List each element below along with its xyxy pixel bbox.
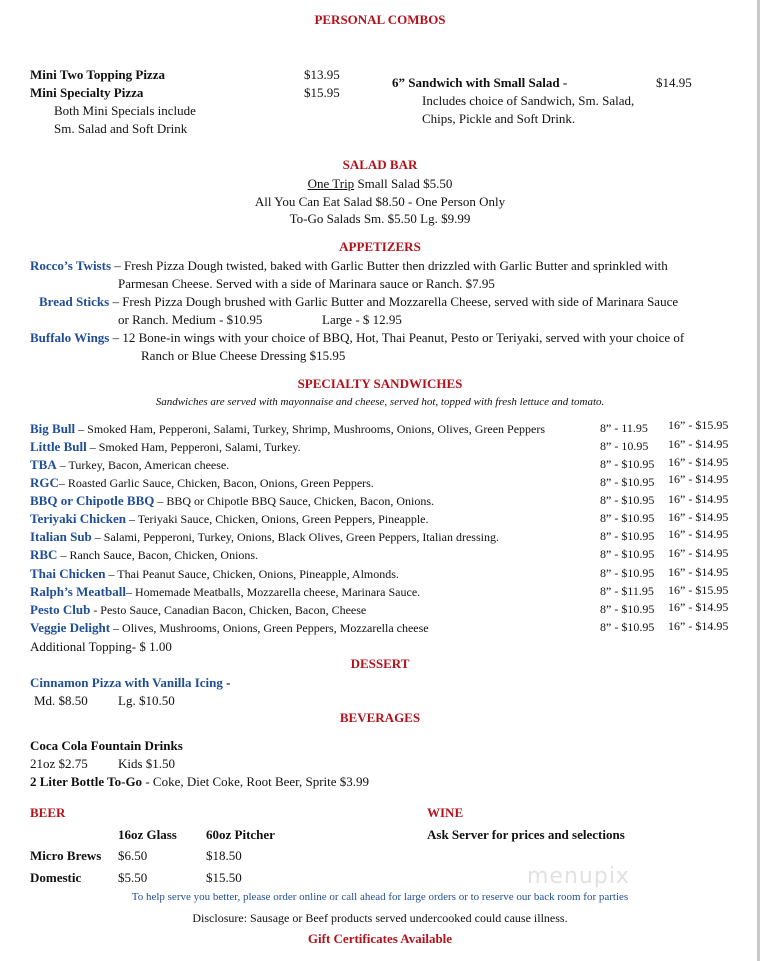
salad-line-1-rest: Small Salad $5.50	[354, 176, 453, 191]
dessert-lg: Lg. $10.50	[118, 693, 175, 708]
sandwich-name: RGC	[30, 475, 59, 490]
sandwich-price-8in: 8” - $10.95	[600, 457, 655, 471]
sandwich-row	[30, 457, 229, 473]
two-liter	[30, 774, 369, 790]
sandwich-name: Thai Chicken	[30, 566, 106, 581]
gift-certificates: Gift Certificates Available	[307, 931, 453, 946]
wine-note: Ask Server for prices and selections	[427, 827, 625, 842]
combos-heading: PERSONAL COMBOS	[314, 12, 446, 27]
sandwich-price-16in: 16” - $14.95	[668, 472, 729, 486]
sandwich-row	[30, 602, 366, 618]
sandwich-price-16in: 16” - $14.95	[668, 527, 729, 541]
wings-desc: – 12 Bone-in wings with your choice of BBQ, Hot, Thai Peanut, Pesto or Teriyaki, served with your choice of	[109, 330, 685, 345]
sticks-desc-2: or Ranch. Medium - $10.95	[118, 312, 263, 327]
sandwich-desc: – Turkey, Bacon, American cheese.	[56, 458, 230, 472]
sandwich-row	[30, 547, 258, 563]
sandwich-price-8in: 8” - $10.95	[600, 493, 655, 507]
dessert-name: Cinnamon Pizza with Vanilla Icing	[30, 675, 223, 690]
sandwich-row	[30, 511, 428, 527]
sandwich-note-2: Chips, Pickle and Soft Drink.	[422, 111, 576, 126]
sandwich-desc: – Ranch Sauce, Bacon, Chicken, Onions.	[57, 548, 259, 562]
sandwich-price-16in: 16” - $14.95	[668, 600, 729, 614]
sandwich-desc: – Thai Peanut Sauce, Chicken, Onions, Pineapple, Almonds.	[105, 567, 399, 581]
sandwich-price-16in: 16” - $14.95	[668, 455, 729, 469]
disclosure: Disclosure: Sausage or Beef products served undercooked could cause illness.	[192, 911, 568, 925]
sticks-large: Large - $ 12.95	[322, 312, 402, 327]
sandwich-name: TBA	[30, 457, 57, 472]
dessert-heading: DESSERT	[350, 656, 410, 671]
sandwich-price-16in: 16” - $14.95	[668, 619, 729, 633]
appetizer-wings	[30, 330, 684, 346]
beer-row-pitcher: $15.50	[206, 870, 242, 885]
beer-row-name: Micro Brews	[30, 848, 102, 863]
sandwich-price-8in: 8” - $10.95	[600, 511, 655, 525]
sandwiches-note: Sandwiches are served with mayonnaise and cheese, served hot, topped with fresh lettuce and tomato.	[155, 396, 605, 408]
sandwich-name: RBC	[30, 547, 58, 562]
sandwich-row	[30, 493, 434, 509]
sandwich-note-1: Includes choice of Sandwich, Sm. Salad,	[422, 93, 635, 108]
sandwich-price-16in: 16” - $14.95	[668, 510, 729, 524]
sandwich-name: Teriyaki Chicken	[30, 511, 126, 526]
sandwich-name: BBQ or Chipotle BBQ	[30, 493, 155, 508]
two-liter-desc: - Coke, Diet Coke, Root Beer, Sprite $3.99	[142, 774, 370, 789]
sandwich-price-8in: 8” - $10.95	[600, 602, 655, 616]
beverages-heading: BEVERAGES	[339, 710, 421, 725]
one-trip-label: One Trip	[307, 176, 355, 191]
twists-desc-2: Parmesan Cheese. Served with a side of Marinara sauce or Ranch. $7.95	[118, 276, 495, 291]
sandwich-name: Big Bull	[30, 421, 76, 436]
watermark-logo: menupix	[527, 864, 630, 889]
wings-desc-2: Ranch or Blue Cheese Dressing $15.95	[141, 348, 346, 363]
sandwich-price-16in: 16” - $14.95	[668, 546, 729, 560]
sandwich-name: Veggie Delight	[30, 620, 111, 635]
additional-topping: Additional Topping- $ 1.00	[30, 639, 172, 654]
mini-two-name: Mini Two Topping Pizza	[30, 67, 165, 82]
sandwich-price-16in: 16” - $14.95	[668, 492, 729, 506]
salad-line-2: All You Can Eat Salad $8.50 - One Person Only	[254, 194, 506, 209]
fountain-drinks: Coca Cola Fountain Drinks	[30, 738, 183, 753]
sandwich-combo-price: $14.95	[656, 75, 692, 90]
sandwich-row	[30, 439, 301, 455]
sandwich-price-16in: 16” - $15.95	[668, 418, 729, 432]
appetizer-twists	[30, 258, 668, 274]
sandwich-price-16in: 16” - $14.95	[668, 565, 729, 579]
sandwich-price-8in: 8” - $10.95	[600, 547, 655, 561]
mini-note-2: Sm. Salad and Soft Drink	[54, 121, 188, 136]
sandwich-row	[30, 566, 399, 582]
two-liter-name: 2 Liter Bottle To-Go	[30, 774, 143, 789]
beer-col-glass: 16oz Glass	[118, 827, 177, 842]
fountain-21oz: 21oz $2.75	[30, 756, 88, 771]
sandwich-desc: – Smoked Ham, Pepperoni, Salami, Turkey.	[86, 440, 301, 454]
salad-line-1	[0, 176, 760, 192]
dessert-item	[30, 675, 230, 691]
serve-note: To help serve you better, please order online or call ahead for large orders or to reserve our back room for parties	[131, 891, 629, 903]
wings-name: Buffalo Wings	[30, 330, 110, 345]
sandwiches-heading: SPECIALTY SANDWICHES	[297, 376, 463, 391]
sandwich-price-16in: 16” - $15.95	[668, 583, 729, 597]
sandwich-desc: - Pesto Sauce, Canadian Bacon, Chicken, Bacon, Cheese	[90, 603, 367, 617]
twists-name: Rocco’s Twists	[30, 258, 112, 273]
sandwich-name: Italian Sub	[30, 529, 92, 544]
mini-specialty-name: Mini Specialty Pizza	[30, 85, 144, 100]
sandwich-desc: – Roasted Garlic Sauce, Chicken, Bacon, Onions, Green Peppers.	[58, 476, 374, 490]
sandwich-price-8in: 8” - 11.95	[600, 421, 648, 435]
sandwich-price-8in: 8” - $10.95	[600, 566, 655, 580]
sandwich-desc: – Homemade Meatballs, Mozzarella cheese, Marinara Sauce.	[125, 585, 421, 599]
sandwich-price-8in: 8” - 10.95	[600, 439, 649, 453]
sticks-name: Bread Sticks	[39, 294, 110, 309]
sandwich-desc: – BBQ or Chipotle BBQ Sauce, Chicken, Bacon, Onions.	[154, 494, 435, 508]
dessert-md: Md. $8.50	[34, 693, 88, 708]
appetizers-heading: APPETIZERS	[339, 239, 421, 254]
sandwich-row	[30, 529, 499, 545]
sandwich-name: Little Bull	[30, 439, 87, 454]
sticks-desc: – Fresh Pizza Dough brushed with Garlic Butter and Mozzarella Cheese, served with side of Marinara Sauce	[109, 294, 679, 309]
appetizer-sticks	[39, 294, 678, 310]
beer-col-pitcher: 60oz Pitcher	[206, 827, 275, 842]
sandwich-row	[30, 475, 374, 491]
sandwich-desc: – Smoked Ham, Pepperoni, Salami, Turkey, Shrimp, Mushrooms, Onions, Olives, Green Peppers	[75, 422, 546, 436]
beer-row-glass: $6.50	[118, 848, 148, 863]
beer-heading: BEER	[30, 805, 66, 820]
sandwich-desc: – Teriyaki Sauce, Chicken, Onions, Green Peppers, Pineapple.	[125, 512, 429, 526]
wine-heading: WINE	[427, 805, 464, 820]
sandwich-row	[30, 620, 429, 636]
beer-row-name: Domestic	[30, 870, 82, 885]
sandwich-price-8in: 8” - $10.95	[600, 475, 655, 489]
beer-row-pitcher: $18.50	[206, 848, 242, 863]
sandwich-price-8in: 8” - $10.95	[600, 620, 655, 634]
dessert-dash: -	[222, 675, 231, 690]
sandwich-row	[30, 421, 545, 437]
salad-line-3: To-Go Salads Sm. $5.50 Lg. $9.99	[289, 211, 471, 226]
sandwich-price-8in: 8” - $10.95	[600, 529, 655, 543]
sandwich-price-8in: 8” - $11.95	[600, 584, 654, 598]
mini-specialty-price: $15.95	[304, 85, 340, 100]
sandwich-desc: – Salami, Pepperoni, Turkey, Onions, Black Olives, Green Peppers, Italian dressing.	[91, 530, 499, 544]
sandwich-name: Pesto Club	[30, 602, 91, 617]
sandwich-price-16in: 16” - $14.95	[668, 437, 729, 451]
beer-row-glass: $5.50	[118, 870, 148, 885]
mini-two-price: $13.95	[304, 67, 340, 82]
mini-note-1: Both Mini Specials include	[54, 103, 196, 118]
sandwich-row	[30, 584, 420, 600]
sandwich-combo-name: 6” Sandwich with Small Salad -	[392, 75, 568, 90]
sandwich-desc: – Olives, Mushrooms, Onions, Green Peppers, Mozzarella cheese	[110, 621, 429, 635]
twists-desc: – Fresh Pizza Dough twisted, baked with Garlic Butter then drizzled with Garlic Butter and sprinkled with	[111, 258, 668, 273]
sandwich-name: Ralph’s Meatball	[30, 584, 126, 599]
fountain-kids: Kids $1.50	[118, 756, 176, 771]
salad-bar-heading: SALAD BAR	[342, 157, 418, 172]
